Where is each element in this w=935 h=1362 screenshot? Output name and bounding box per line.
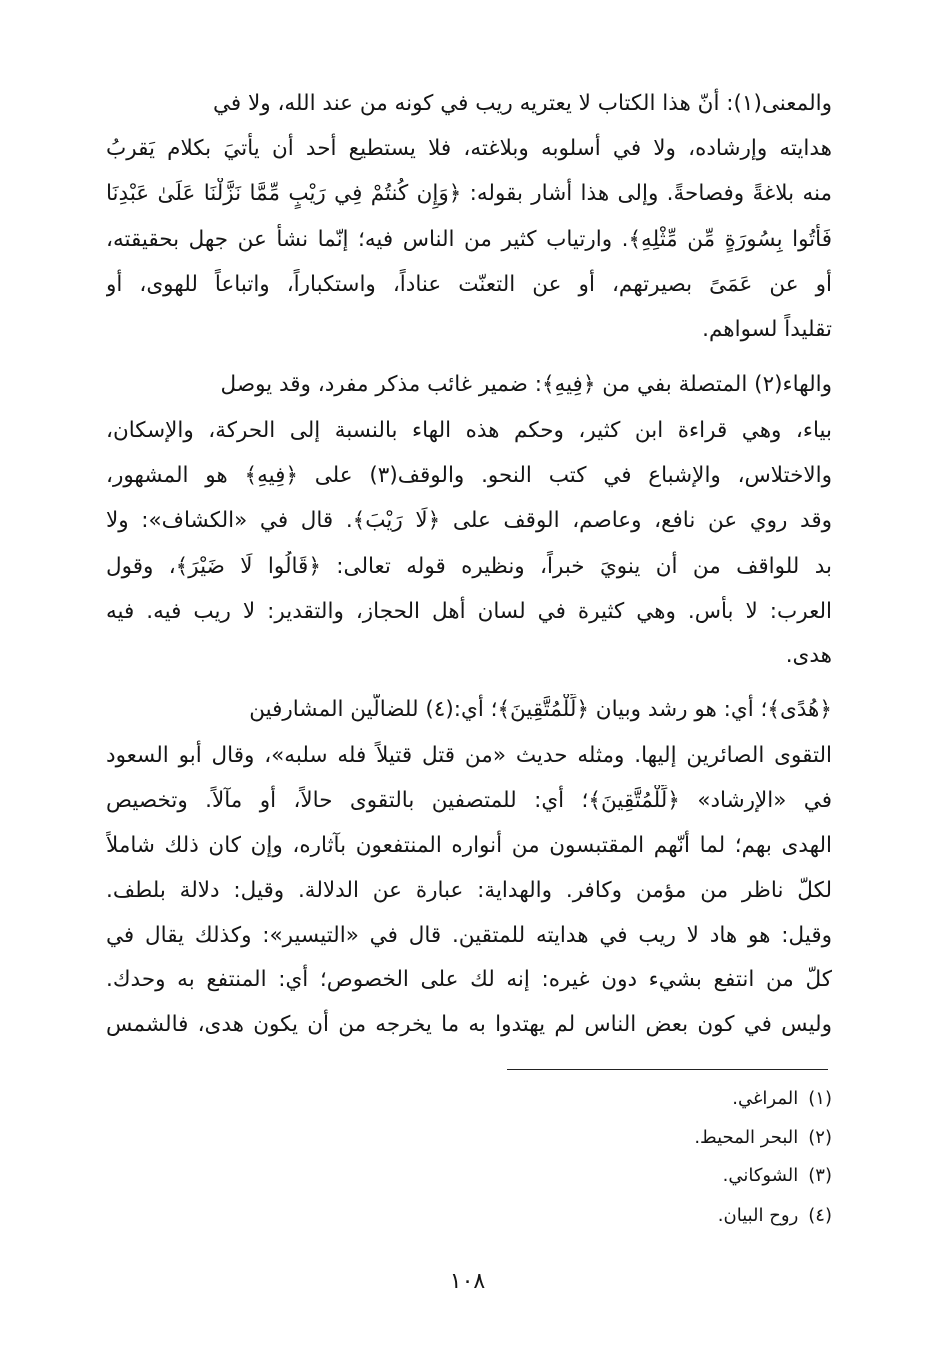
text-line: التقوى الصائرين إليها. ومثله حديث «من قتل قتيلاً فله سلبه»، وقال أبو السعود [106, 743, 832, 768]
page-number: ١٠٨ [449, 1269, 486, 1294]
footnote-item [502, 1203, 832, 1231]
text-line: وقد روي عن نافع، وعاصم، الوقف على ﴿لَا رَيْبَ﴾. قال في «الكشاف»: ولا [106, 508, 832, 533]
text-line: وليس في كون بعض الناس لم يهتدوا به ما يخرجه من أن يكون هدى، فالشمس [106, 1012, 832, 1037]
text-line: أو عن عَمَىً بصيرتهم، أو عن التعنّت عناداً، واستكباراً، واتباعاً للهوى، أو [106, 272, 832, 297]
footnote-text: روح البيان. [717, 1205, 799, 1226]
text-line: بياء، وهي قراءة ابن كثير، وحكم هذه الهاء بالنسبة إلى الحركة، والإسكان، [106, 418, 832, 443]
text-line: بد للواقف من أن ينويَ خبراً، ونظيره قوله تعالى: ﴿قَالُوا لَا ضَيْرَ﴾، وقول [106, 554, 832, 579]
text-line: هدايته وإرشاده، ولا في أسلوبه وبلاغته، فلا يستطيع أحد أن يأتيَ بكلام يَقربُ [106, 136, 832, 161]
footnote-text: الشوكاني. [722, 1165, 799, 1186]
text-line: فَأْتُوا بِسُورَةٍ مِّن مِّثْلِهِ﴾. وارتياب كثير من الناس فيه؛ إنّما نشأ عن جهل بحقيقته، [106, 227, 832, 252]
text-line: وقيل: هو هاد لا ريب في هدايته للمتقين. قال في «التيسير»: وكذلك يقال في [106, 923, 832, 948]
text-line: لكلّ ناظر من مؤمن وكافر. والهداية: عبارة عن الدلالة. وقيل: دلالة بلطف. [106, 878, 832, 903]
text-line: الهدى بهم؛ لما أنّهم المقتبسون من أنواره المنتفعون بآثاره، وإن كان ذلك شاملاً [106, 833, 832, 858]
footnote-separator [507, 1069, 828, 1070]
text-line: كلّ من انتفع بشيء دون غيره: إنه لك على الخصوص؛ أي: المنتفع به وحدك. [106, 967, 832, 992]
footnote-text: البحر المحيط. [694, 1127, 799, 1148]
footnote-item [502, 1086, 832, 1114]
text-line: والاختلاس، والإشباع في كتب النحو. والوقف(٣) على ﴿فِيهِ﴾ هو المشهور، [106, 463, 832, 488]
text-line: والهاء(٢) المتصلة بفي من ﴿فِيهِ﴾: ضمير غائب مذكر مفرد، وقد يوصل [220, 372, 832, 397]
footnote-number: (٢) [808, 1127, 832, 1148]
text-line: ﴿هُدًى﴾؛ أي: هو رشد وبيان ﴿لِّلْمُتَّقِينَ﴾؛ أي:(٤) للضالّين المشارفين [249, 697, 832, 722]
footnote-item [502, 1163, 832, 1191]
footnote-number: (١) [808, 1088, 832, 1109]
text-line: في «الإرشاد» ﴿لِّلْمُتَّقِينَ﴾؛ أي: للمتصفين بالتقوى حالاً، أو مآلاً. وتخصيص [106, 788, 832, 813]
footnote-text: المراغي. [732, 1088, 799, 1109]
footnote-number: (٤) [808, 1205, 832, 1226]
text-line: تقليداً لسواهم. [702, 317, 832, 342]
text-line: العرب: لا بأس. وهي كثيرة في لسان أهل الحجاز، والتقدير: لا ريب فيه. فيه [106, 599, 832, 624]
text-line: هدى. [785, 643, 832, 668]
footnote-item [502, 1125, 832, 1153]
text-line: والمعنى(١): أنّ هذا الكتاب لا يعتريه ريب في كونه من عند الله، ولا في [212, 91, 832, 116]
text-line: منه بلاغةً وفصاحةً. وإلى هذا أشار بقوله: ﴿وَإِن كُنتُمْ فِي رَيْبٍ مِّمَّا نَزَّلْنَا عَلَىٰ عَبْدِنَا [106, 181, 832, 206]
footnote-number: (٣) [808, 1165, 832, 1186]
